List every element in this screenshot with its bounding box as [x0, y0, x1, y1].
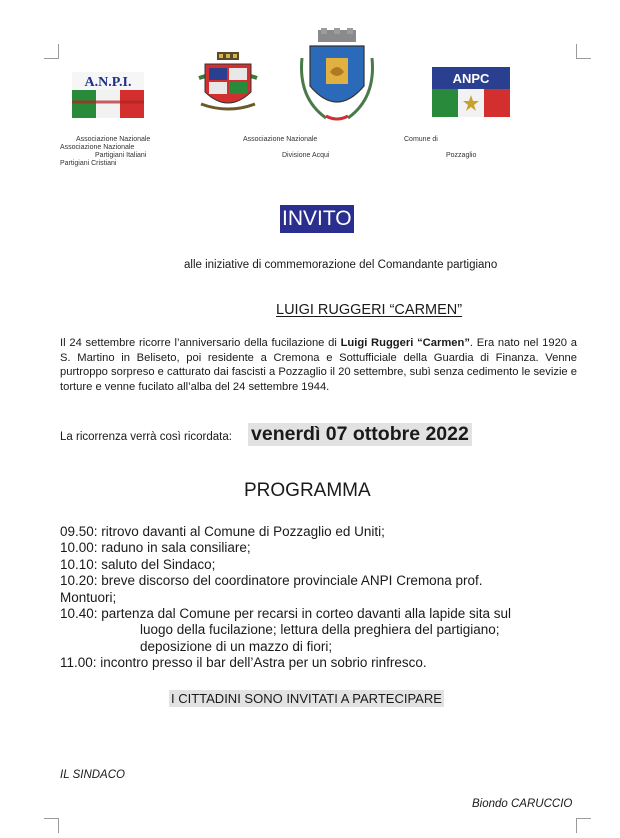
schedule-line: 10.00: raduno in sala consiliare;	[60, 540, 251, 556]
acqui-caption-line2: Divisione Acqui	[282, 152, 330, 159]
anpc-logo-text: ANPC	[452, 71, 490, 86]
subtitle: alle iniziative di commemorazione del Comandante partigiano	[184, 259, 498, 271]
program-title: PROGRAMMA	[244, 480, 371, 501]
schedule-line: 09.50: ritrovo davanti al Comune di Pozzaglio ed Uniti;	[60, 524, 385, 539]
anpc-caption-line2: Partigiani Cristiani	[60, 160, 117, 167]
date-lead-text: La ricorrenza verrà così ricordata:	[60, 431, 232, 443]
comune-caption-line1: Comune di	[404, 136, 438, 143]
anpi-logo	[72, 72, 144, 118]
mayor-name: Biondo CARUCCIO	[472, 798, 573, 810]
bio-text-end: . Era nato nel 1920 a S. Martino in Beliseto, poi residente a Cremona e Sottufficiale della Guardia di Finanza. Venne purtroppo sorpreso e catturato dai fascisti a Pozzaglio il 20 settembre, subì senza cedimento le sevizie e torture e venne fucilato all’alba del 24 settembre 1944.	[60, 337, 577, 393]
citizens-invitation: I CITTADINI SONO INVITATI A PARTECIPARE	[171, 691, 442, 706]
corner-mark-top-right	[576, 44, 591, 59]
acqui-caption-line1: Associazione Nazionale	[243, 136, 318, 143]
corner-mark-bottom-right	[576, 818, 591, 833]
biography-paragraph	[60, 336, 577, 394]
schedule-line: deposizione di un mazzo di fiori;	[140, 638, 333, 654]
anpc-caption-line1: Associazione Nazionale	[60, 144, 135, 151]
comune-caption-line2: Pozzaglio	[446, 152, 477, 159]
pozzaglio-coat-of-arms	[296, 28, 378, 124]
bio-honoree-name: Luigi Ruggeri “Carmen”	[340, 337, 470, 349]
schedule-line: 10.20: breve discorso del coordinatore provinciale ANPI Cremona prof.	[60, 573, 483, 589]
anpc-logo	[432, 67, 510, 117]
mayor-title: IL SINDACO	[60, 769, 125, 781]
program-schedule	[60, 524, 580, 672]
bio-text-start: Il 24 settembre ricorre l’anniversario della fucilazione di	[60, 337, 341, 349]
schedule-line: luogo della fucilazione; lettura della preghiera del partigiano;	[140, 622, 500, 638]
anpi-logo-text: A.N.P.I.	[84, 75, 132, 90]
invito-heading: INVITO	[280, 205, 354, 233]
corner-mark-bottom-left	[44, 818, 59, 833]
acqui-crest-logo	[195, 52, 261, 116]
honoree-name: LUIGI RUGGERI “CARMEN”	[276, 302, 463, 318]
event-date: venerdì 07 ottobre 2022	[248, 423, 472, 446]
corner-mark-top-left	[44, 44, 59, 59]
schedule-line: 11.00: incontro presso il bar dell’Astra per un sobrio rinfresco.	[60, 655, 427, 671]
schedule-line: 10.10: saluto del Sindaco;	[60, 556, 216, 572]
anpi-caption-line2: Partigiani Italiani	[95, 152, 147, 159]
schedule-line: 10.40: partenza dal Comune per recarsi in corteo davanti alla lapide sita sul	[60, 606, 512, 622]
schedule-line: Montuori;	[60, 589, 117, 605]
anpi-caption-line1: Associazione Nazionale	[76, 136, 151, 143]
